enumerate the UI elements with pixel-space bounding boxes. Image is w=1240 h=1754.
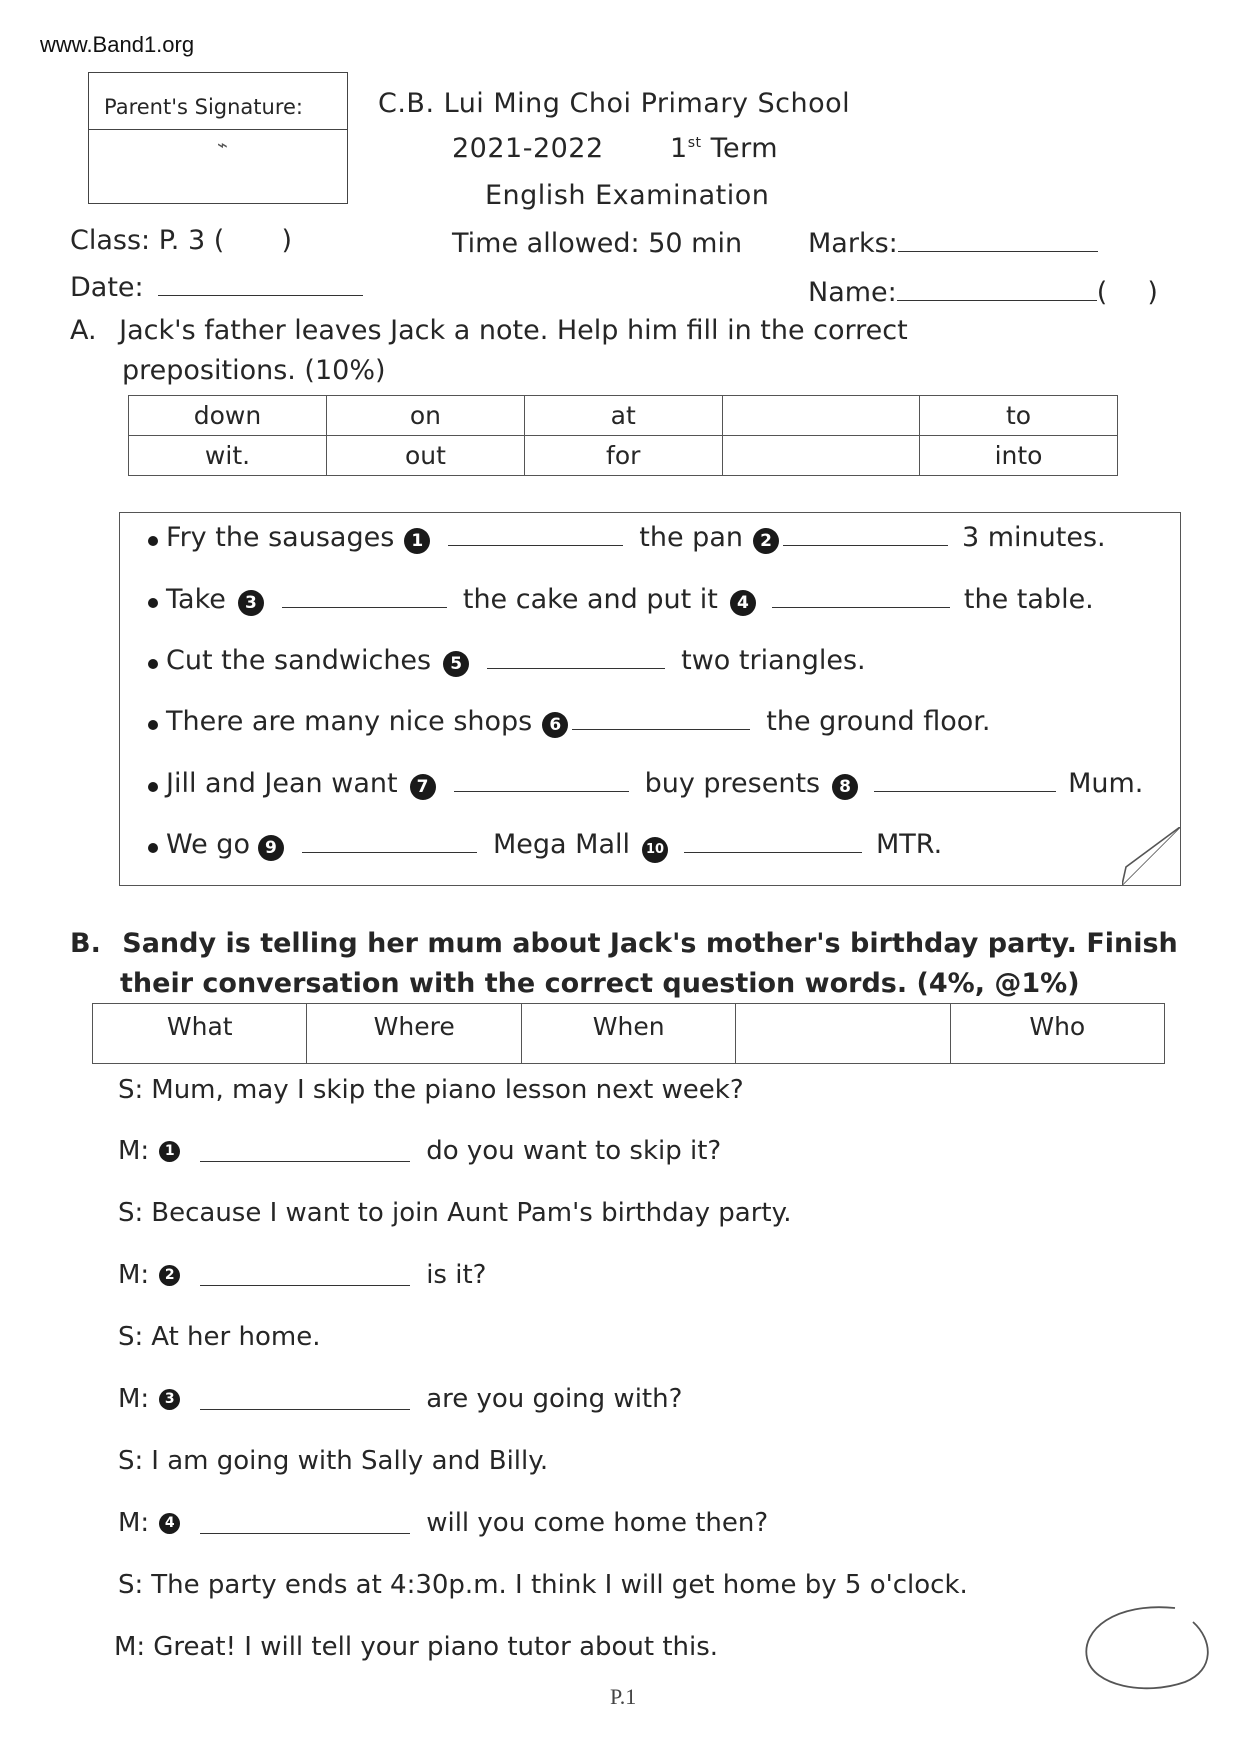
conversation-text: will you come home then? bbox=[426, 1508, 769, 1538]
speaker-label: M: bbox=[114, 1632, 146, 1662]
note-line-text: 3 minutes. bbox=[961, 522, 1106, 553]
signature-label: Parent's Signature: bbox=[104, 95, 303, 119]
speaker-label: S: bbox=[118, 1570, 144, 1600]
question-number-badge: 9 bbox=[258, 835, 284, 861]
marks-blank[interactable] bbox=[898, 250, 1098, 252]
section-a-instruction bbox=[70, 315, 908, 346]
note-line-text: MTR. bbox=[876, 829, 943, 860]
bullet-icon bbox=[148, 659, 158, 669]
word-bank-cell bbox=[736, 1004, 950, 1064]
note-line-6 bbox=[148, 829, 942, 863]
answer-blank-6[interactable] bbox=[572, 728, 750, 730]
note-line-text: buy presents bbox=[644, 768, 821, 799]
conversation-text: are you going with? bbox=[426, 1384, 683, 1414]
section-a-word-bank bbox=[128, 395, 1118, 476]
answer-blank-b3[interactable] bbox=[200, 1408, 410, 1410]
date-field bbox=[70, 272, 363, 303]
signature-divider bbox=[89, 129, 347, 130]
speaker-label: S: bbox=[118, 1446, 144, 1476]
parent-signature-box bbox=[88, 72, 348, 204]
name-field bbox=[808, 277, 1158, 308]
conversation-line bbox=[118, 1384, 682, 1414]
term-label bbox=[670, 133, 778, 164]
section-a-instruction-2: prepositions. (10%) bbox=[122, 355, 386, 386]
answer-blank-2[interactable] bbox=[783, 544, 948, 546]
word-bank-cell bbox=[722, 396, 920, 436]
signature-mark: ⌁ bbox=[217, 135, 228, 156]
word-bank-cell: When bbox=[521, 1004, 735, 1064]
bullet-icon bbox=[148, 720, 158, 730]
question-number-badge: 3 bbox=[159, 1389, 180, 1410]
question-number-badge: 2 bbox=[159, 1265, 180, 1286]
answer-blank-1[interactable] bbox=[448, 544, 623, 546]
answer-blank-5[interactable] bbox=[487, 667, 665, 669]
answer-blank-8[interactable] bbox=[874, 790, 1056, 792]
section-b-word-bank bbox=[92, 1003, 1165, 1064]
conversation-line bbox=[118, 1136, 721, 1166]
conversation-line bbox=[118, 1508, 768, 1538]
note-line-text: the table. bbox=[963, 584, 1094, 615]
word-bank-cell: at bbox=[524, 396, 722, 436]
note-line-text: Mum. bbox=[1068, 768, 1144, 799]
note-line-5 bbox=[148, 768, 1143, 800]
word-bank-cell bbox=[722, 436, 920, 476]
section-b-instruction-1: Sandy is telling her mum about Jack's mother's birthday party. Finish bbox=[122, 928, 1178, 959]
note-line-text: Fry the sausages bbox=[166, 522, 395, 553]
speaker-label: M: bbox=[118, 1260, 150, 1290]
question-number-badge: 2 bbox=[753, 528, 779, 554]
name-paren-close: ) bbox=[1147, 277, 1158, 308]
conversation-line bbox=[118, 1446, 548, 1476]
section-b-instruction bbox=[70, 928, 1178, 959]
name-blank[interactable] bbox=[897, 299, 1097, 301]
answer-blank-b4[interactable] bbox=[200, 1532, 410, 1534]
question-number-badge: 1 bbox=[159, 1141, 180, 1162]
note-line-4 bbox=[148, 706, 991, 738]
marks-field bbox=[808, 228, 1098, 259]
note-line-text: There are many nice shops bbox=[166, 706, 533, 737]
note-line-text: the ground floor. bbox=[766, 706, 991, 737]
speaker-label: M: bbox=[118, 1136, 150, 1166]
class-label: Class: P. 3 ( bbox=[70, 225, 225, 256]
time-allowed: Time allowed: 50 min bbox=[452, 228, 743, 259]
question-number-badge: 4 bbox=[159, 1513, 180, 1534]
answer-blank-9[interactable] bbox=[302, 851, 477, 853]
answer-blank-10[interactable] bbox=[684, 851, 862, 853]
question-number-badge: 10 bbox=[642, 837, 668, 863]
word-bank-cell: Where bbox=[307, 1004, 521, 1064]
school-year: 2021-2022 bbox=[452, 133, 604, 164]
word-bank-cell: for bbox=[524, 436, 722, 476]
note-line-text: Take bbox=[166, 584, 226, 615]
conversation-text: Mum, may I skip the piano lesson next week? bbox=[151, 1075, 744, 1105]
question-number-badge: 8 bbox=[832, 774, 858, 800]
word-bank-cell: to bbox=[920, 396, 1118, 436]
word-bank-cell: Who bbox=[950, 1004, 1164, 1064]
conversation-text: At her home. bbox=[151, 1322, 321, 1352]
note-line-text: the cake and put it bbox=[462, 584, 718, 615]
conversation-line bbox=[114, 1632, 718, 1662]
name-paren-open: ( bbox=[1096, 277, 1108, 308]
conversation-text: Because I want to join Aunt Pam's birthday party. bbox=[151, 1198, 792, 1228]
note-line-1 bbox=[148, 522, 1106, 554]
conversation-text: I am going with Sally and Billy. bbox=[151, 1446, 549, 1476]
conversation-line bbox=[118, 1570, 968, 1600]
conversation-text: Great! I will tell your piano tutor about this. bbox=[153, 1632, 719, 1662]
conversation-text: is it? bbox=[426, 1260, 487, 1290]
word-bank-cell: out bbox=[327, 436, 525, 476]
conversation-line bbox=[118, 1075, 744, 1105]
section-a-instruction-1: Jack's father leaves Jack a note. Help him fill in the correct bbox=[119, 315, 908, 346]
note-line-text: the pan bbox=[639, 522, 743, 553]
date-label: Date: bbox=[70, 272, 144, 303]
word-bank-cell: on bbox=[327, 396, 525, 436]
note-line-text: Jill and Jean want bbox=[166, 768, 398, 799]
question-number-badge: 4 bbox=[730, 590, 756, 616]
note-line-text: Mega Mall bbox=[492, 829, 630, 860]
bullet-icon bbox=[148, 536, 158, 546]
conversation-text: do you want to skip it? bbox=[426, 1136, 722, 1166]
question-number-badge: 1 bbox=[404, 528, 430, 554]
speaker-label: M: bbox=[118, 1384, 150, 1414]
score-oval bbox=[1075, 1600, 1215, 1700]
speaker-label: S: bbox=[118, 1322, 144, 1352]
page-number: P.1 bbox=[610, 1684, 637, 1709]
conversation-text: The party ends at 4:30p.m. I think I will get home by 5 o'clock. bbox=[151, 1570, 968, 1600]
bullet-icon bbox=[148, 598, 158, 608]
marks-label: Marks: bbox=[808, 228, 898, 259]
word-bank-cell: wit. bbox=[129, 436, 327, 476]
section-b-letter: B. bbox=[70, 928, 101, 959]
bullet-icon bbox=[148, 782, 158, 792]
class-field bbox=[70, 225, 292, 256]
question-number-badge: 5 bbox=[443, 651, 469, 677]
question-number-badge: 3 bbox=[238, 590, 264, 616]
note-line-text: We go bbox=[166, 829, 250, 860]
word-bank-cell: into bbox=[920, 436, 1118, 476]
name-label: Name: bbox=[808, 277, 897, 308]
note-line-3 bbox=[148, 645, 866, 677]
answer-blank-4[interactable] bbox=[772, 606, 950, 608]
question-number-badge: 6 bbox=[542, 712, 568, 738]
section-b-instruction-2: their conversation with the correct question words. (4%, @1%) bbox=[120, 968, 1080, 999]
section-a-letter: A. bbox=[70, 315, 97, 346]
answer-blank-7[interactable] bbox=[454, 790, 629, 792]
conversation-line bbox=[118, 1260, 486, 1290]
term-ordinal: st bbox=[687, 135, 702, 151]
conversation-line bbox=[118, 1198, 792, 1228]
class-close-paren: ) bbox=[281, 225, 292, 256]
website-url: www.Band1.org bbox=[40, 32, 195, 57]
date-blank[interactable] bbox=[158, 294, 363, 296]
speaker-label: S: bbox=[118, 1198, 144, 1228]
note-line-text: two triangles. bbox=[681, 645, 866, 676]
word-bank-cell: What bbox=[93, 1004, 307, 1064]
school-name: C.B. Lui Ming Choi Primary School bbox=[378, 88, 851, 119]
conversation-line bbox=[118, 1322, 320, 1352]
term-number: 1 bbox=[670, 133, 688, 164]
speaker-label: M: bbox=[118, 1508, 150, 1538]
answer-blank-b1[interactable] bbox=[200, 1160, 410, 1162]
note-folded-corner bbox=[1122, 827, 1182, 887]
note-line-text: Cut the sandwiches bbox=[166, 645, 432, 676]
answer-blank-3[interactable] bbox=[282, 606, 447, 608]
note-line-2 bbox=[148, 584, 1094, 616]
word-bank-cell: down bbox=[129, 396, 327, 436]
answer-blank-b2[interactable] bbox=[200, 1284, 410, 1286]
speaker-label: S: bbox=[118, 1075, 144, 1105]
bullet-icon bbox=[148, 843, 158, 853]
term-word: Term bbox=[710, 133, 779, 164]
exam-title: English Examination bbox=[485, 180, 770, 211]
question-number-badge: 7 bbox=[410, 774, 436, 800]
